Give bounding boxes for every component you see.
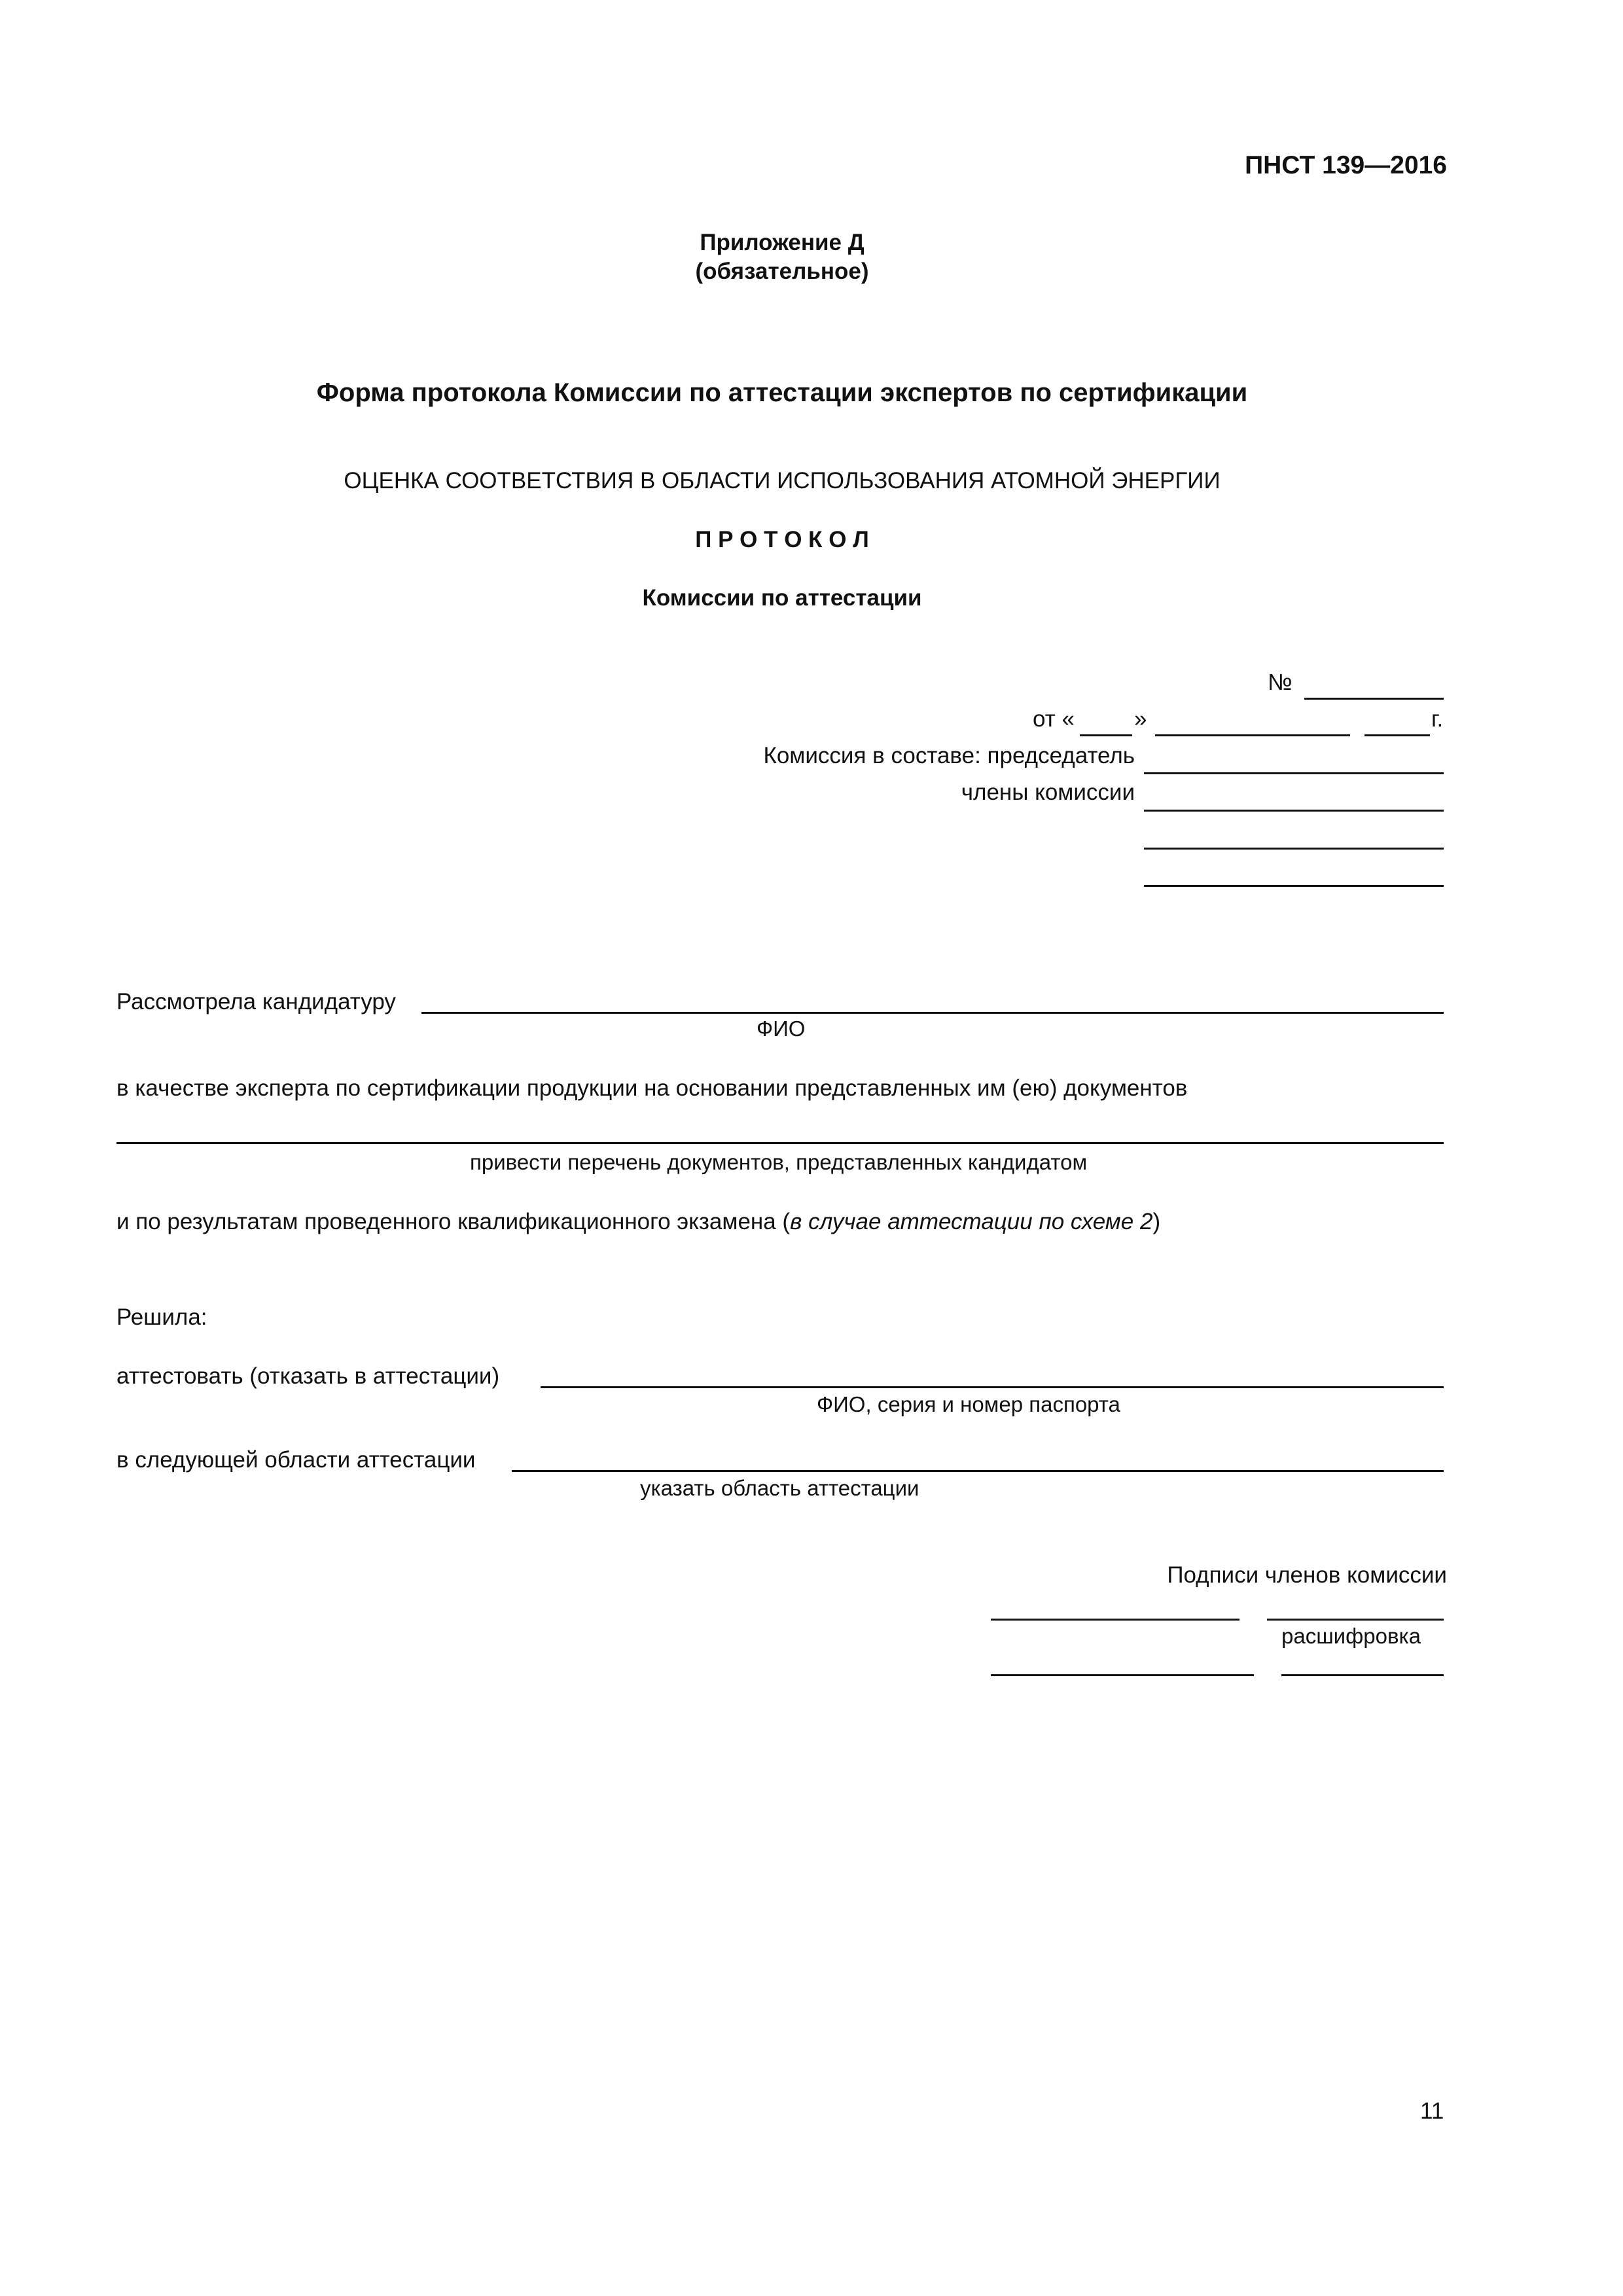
signature-line-1 — [991, 1619, 1240, 1621]
documents-line — [116, 1142, 1444, 1144]
members-label: члены комиссии — [961, 780, 1135, 805]
protocol-heading: П Р О Т О К О Л — [695, 527, 869, 552]
section-title: ОЦЕНКА СООТВЕТСТВИЯ В ОБЛАСТИ ИСПОЛЬЗОВАНИЯ АТОМНОЙ ЭНЕРГИИ — [344, 468, 1221, 493]
signatures-title: Подписи членов комиссии — [1167, 1562, 1447, 1588]
candidate-label: Рассмотрела кандидатуру — [116, 989, 396, 1014]
candidate-hint: ФИО — [757, 1016, 806, 1041]
attest-hint: ФИО, серия и номер паспорта — [817, 1392, 1120, 1416]
documents-hint: привести перечень документов, представленных кандидатом — [470, 1150, 1088, 1174]
number-label: № — [1268, 670, 1293, 695]
date-from-label: от « — [1033, 706, 1075, 732]
date-year-line — [1364, 734, 1430, 736]
attest-label: аттестовать (отказать в аттестации) — [116, 1363, 500, 1389]
appendix-title: Приложение Д — [700, 230, 865, 255]
attest-line — [541, 1386, 1444, 1388]
appendix-status: (обязательное) — [695, 259, 869, 284]
exam-text-italic: в случае аттестации по схеме 2 — [790, 1209, 1153, 1234]
date-quote: » — [1134, 706, 1147, 732]
area-label: в следующей области аттестации — [116, 1447, 476, 1473]
decode-line-2 — [1281, 1674, 1444, 1676]
candidate-line — [421, 1012, 1444, 1014]
date-month-line — [1155, 734, 1350, 736]
member-line-2 — [1144, 848, 1444, 850]
member-line-3 — [1144, 885, 1444, 887]
exam-text-prefix: и по результатам проведенного квалификационного экзамена ( — [116, 1209, 791, 1234]
number-line — [1304, 698, 1444, 700]
member-line-1 — [1144, 810, 1444, 812]
page-number: 11 — [1420, 2098, 1444, 2124]
exam-text-suffix: ) — [1152, 1209, 1161, 1234]
decode-line-1 — [1267, 1619, 1444, 1621]
chairman-line — [1144, 772, 1444, 774]
signature-line-2 — [991, 1674, 1254, 1676]
decided-label: Решила: — [116, 1304, 207, 1330]
date-day-line — [1080, 734, 1132, 736]
area-hint: указать область аттестации — [640, 1476, 919, 1500]
exam-text — [116, 1208, 1160, 1236]
protocol-subtitle: Комиссии по аттестации — [642, 585, 922, 611]
area-line — [512, 1470, 1444, 1472]
expert-text: в качестве эксперта по сертификации продукции на основании представленных им (ею) документов — [116, 1075, 1188, 1101]
form-title: Форма протокола Комиссии по аттестации экспертов по сертификации — [316, 378, 1248, 407]
date-year-suffix: г. — [1431, 706, 1444, 732]
commission-label: Комиссия в составе: председатель — [763, 743, 1135, 768]
decode-hint: расшифровка — [1281, 1624, 1421, 1648]
doc-number: ПНСТ 139—2016 — [1245, 151, 1447, 179]
